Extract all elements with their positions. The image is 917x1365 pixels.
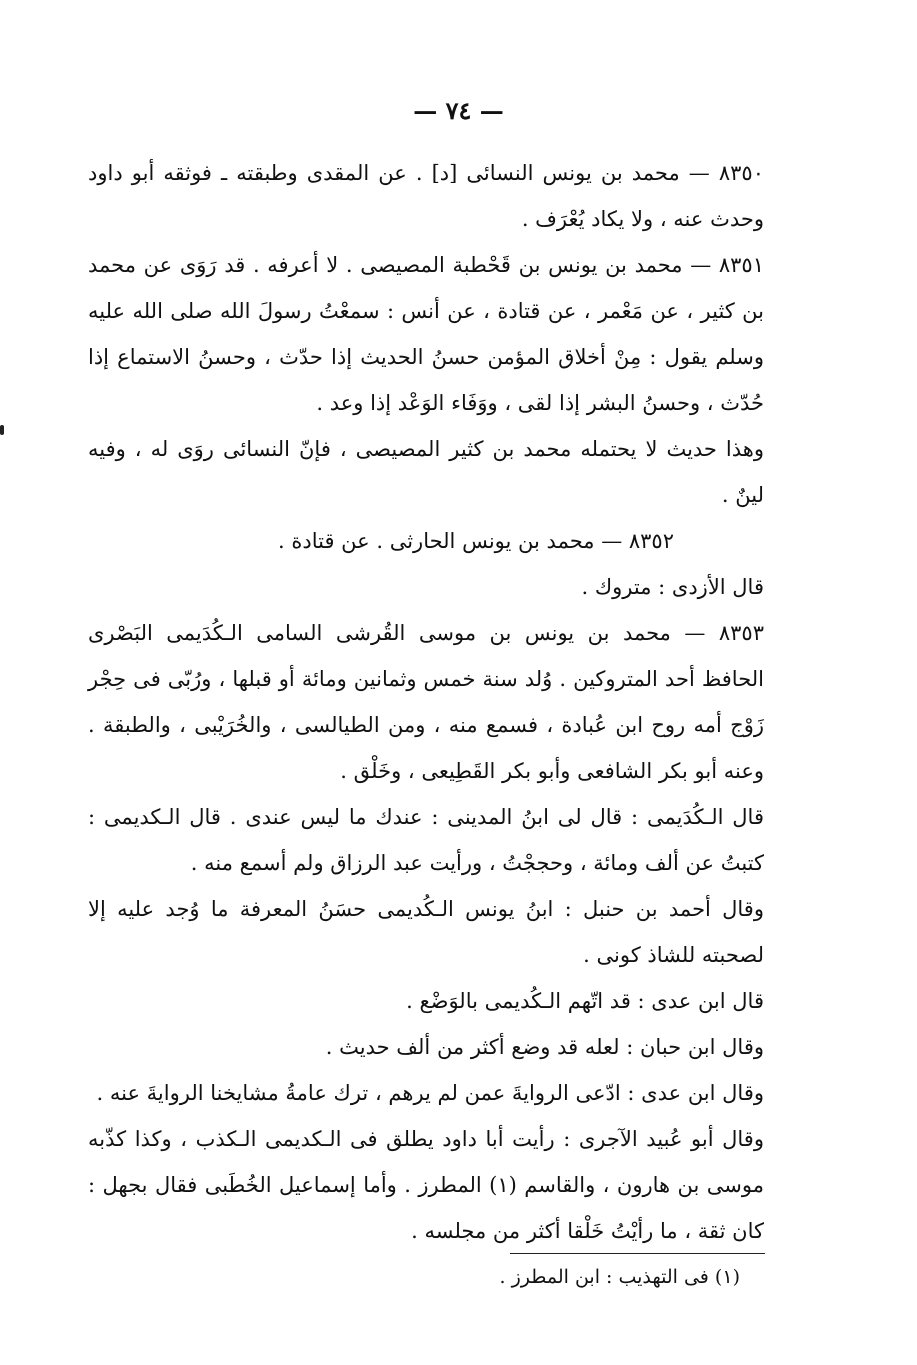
entry-8352: ٨٣٥٢ — محمد بن يونس الحارثى . عن قتادة . (278, 529, 674, 553)
entry-8353-quote-ajurri: وقال أبو عُبيد الآجرى : رأيت أبا داود يطلق فى الـكديمى الـكذب ، وكذا كذّبه موسى بن هارون ، والقاسم (١) المطرز . وأما إسماعيل الخُطَبى فقال بجهل : كان ثقة ، ما رأيْتُ خَلْقا أكثر من مجلسه . (88, 1127, 764, 1243)
entry-8353-quote-ibn-hibban: وقال ابن حبان : لعله قد وضع أكثر من ألف حديث . (325, 1035, 764, 1059)
entry-8353: ٨٣٥٣ — محمد بن يونس بن موسى القُرشى السامى الـكُدَيمى البَصْرى الحافظ أحد المتروكين . وُلد سنة خمس وثمانين ومائة أو قبلها ، ورُبّى فى حِجْر زَوْج أمه روح ابن عُبادة ، فسمع منه ، ومن الطيالسى ، والخُرَيْبى ، والطبقة . وعنه أبو بكر الشافعى وأبو بكر القَطِيعى ، وخَلْق . (88, 621, 764, 783)
page-number: — ٧٤ — (413, 96, 504, 125)
entry-8352-comment: قال الأزدى : متروك . (581, 575, 764, 599)
footnote-divider (510, 1253, 765, 1254)
entry-8353-quote-ibn-adi: قال ابن عدى : قد اتّهم الـكُديمى بالوَضْع . (406, 989, 764, 1013)
entry-8350: ٨٣٥٠ — محمد بن يونس النسائى [د] . عن المقدى وطبقته ـ فوثقه أبو داود وحدث عنه ، ولا يكاد يُعْرَف . (88, 161, 764, 231)
entry-8351-comment: وهذا حديث لا يحتمله محمد بن كثير المصيصى ، فإنّ النسائى روَى له ، وفيه لينٌ . (88, 437, 764, 507)
entry-8353-quote-ahmad: وقال أحمد بن حنبل : ابنُ يونس الـكُديمى حسَنُ المعرفة ما وُجد عليه إلا لصحبته للشاذ كونى . (88, 897, 764, 967)
entry-8351: ٨٣٥١ — محمد بن يونس بن قَحْطبة المصيصى . لا أعرفه . قد رَوَى عن محمد بن كثير ، عن مَعْمر ، عن قتادة ، عن أنس : سمعْتُ رسولَ الله صلى الله عليه وسلم يقول : مِنْ أخلاق المؤمن حسنُ الحديث إذا حدّث ، وحسنُ الاستماع إذا حُدّث ، وحسنُ البشر إذا لقى ، ووَفَاء الوَعْد إذا وعد . (88, 253, 765, 415)
main-text (88, 150, 764, 1254)
entry-8353-quote-kudaymi: قال الـكُدَيمى : قال لى ابنُ المدينى : عندك ما ليس عندى . قال الـكديمى : كتبتُ عن ألف ومائة ، وحججْتُ ، ورأيت عبد الرزاق ولم أسمع منه . (88, 805, 764, 875)
footnote: (١) فى التهذيب : ابن المطرز . (499, 1266, 740, 1288)
margin-mark (0, 425, 4, 435)
entry-8353-quote-ibn-adi-2: وقال ابن عدى : ادّعى الروايةَ عمن لم يرهم ، ترك عامةُ مشايخنا الروايةَ عنه . (96, 1081, 764, 1105)
